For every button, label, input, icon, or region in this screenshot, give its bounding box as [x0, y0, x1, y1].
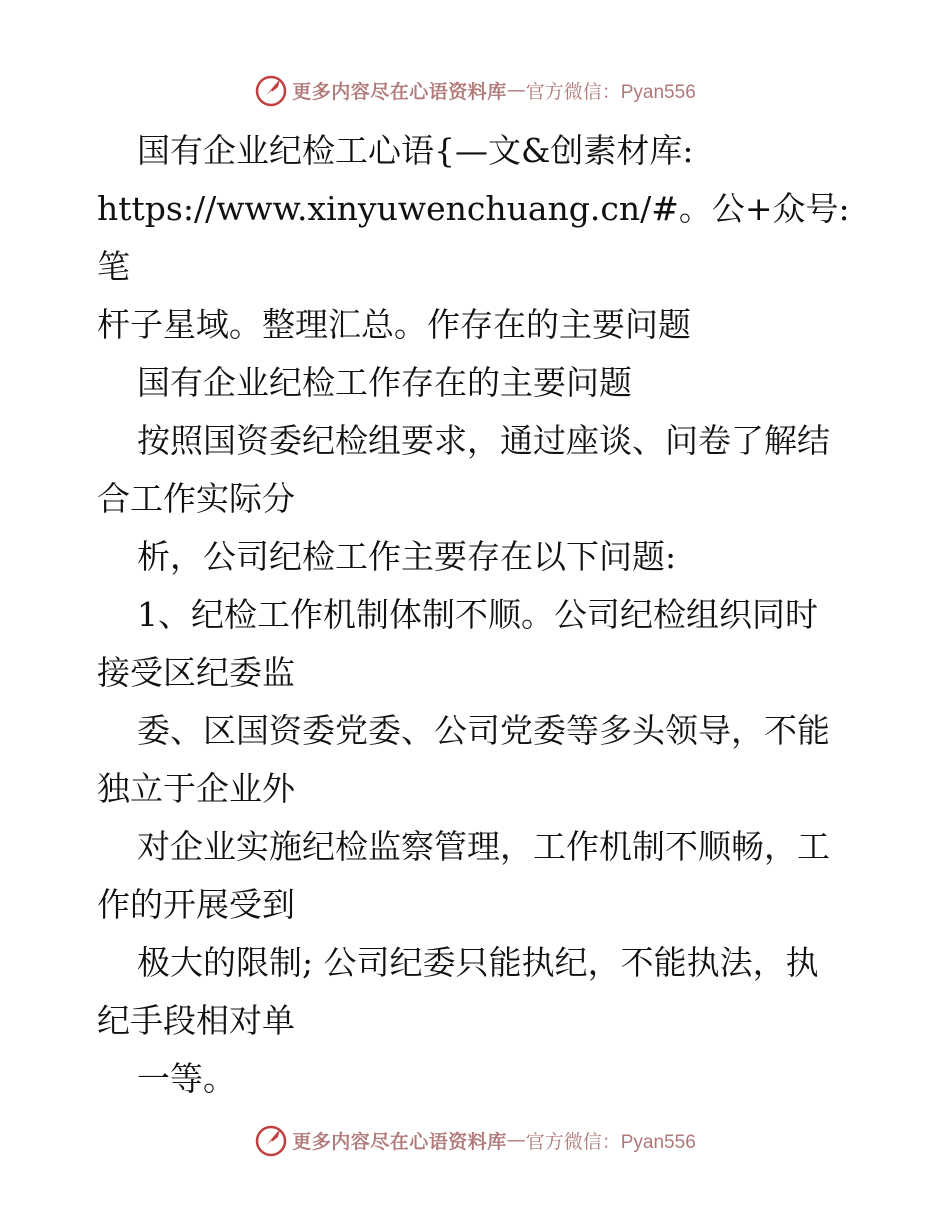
feather-logo-icon — [254, 1123, 288, 1157]
banner-separator: — — [506, 1129, 526, 1151]
banner-account: Pyan556 — [620, 81, 696, 103]
banner-subtitle — [526, 77, 696, 104]
paragraph: 一等。 — [137, 1059, 236, 1098]
document-body — [97, 122, 857, 1108]
paragraph: 析，公司纪检工作主要存在以下问题: — [137, 537, 677, 576]
paragraph: 极大的限制; 公司纪委只能执纪，不能执法，执 纪手段相对单 — [97, 943, 819, 1040]
paragraph: 国有企业纪检工作存在的主要问题 — [137, 363, 632, 402]
paragraph: 对企业实施纪检监察管理，工作机制不顺畅，工 作的开展受到 — [97, 827, 830, 924]
feather-logo-icon — [254, 73, 288, 107]
banner-separator: — — [506, 79, 526, 101]
banner-title: 更多内容尽在心语资料库 — [292, 1130, 507, 1153]
paragraph: 按照国资委纪检组要求，通过座谈、问卷了解结 合工作实际分 — [97, 421, 830, 518]
banner-account: Pyan556 — [620, 1131, 696, 1153]
banner-subtitle — [526, 1127, 696, 1154]
banner-title: 更多内容尽在心语资料库 — [292, 80, 507, 103]
footer-watermark — [0, 1120, 950, 1160]
paragraph: 委、区国资委党委、公司党委等多头领导，不能 独立于企业外 — [97, 711, 830, 808]
banner-wechat-label: 官方微信： — [525, 1130, 621, 1153]
paragraph: 国有企业纪检工心语{—文&创素材库: https://www.xinyuwenchuang.cn/#。公+众号: 笔 杆子星域。整理汇总。作存在的主要问题 — [97, 131, 850, 344]
header-watermark — [0, 70, 950, 110]
banner-wechat-label: 官方微信： — [525, 80, 621, 103]
paragraph: 1、纪检工作机制体制不顺。公司纪检组织同时 接受区纪委监 — [97, 595, 818, 692]
